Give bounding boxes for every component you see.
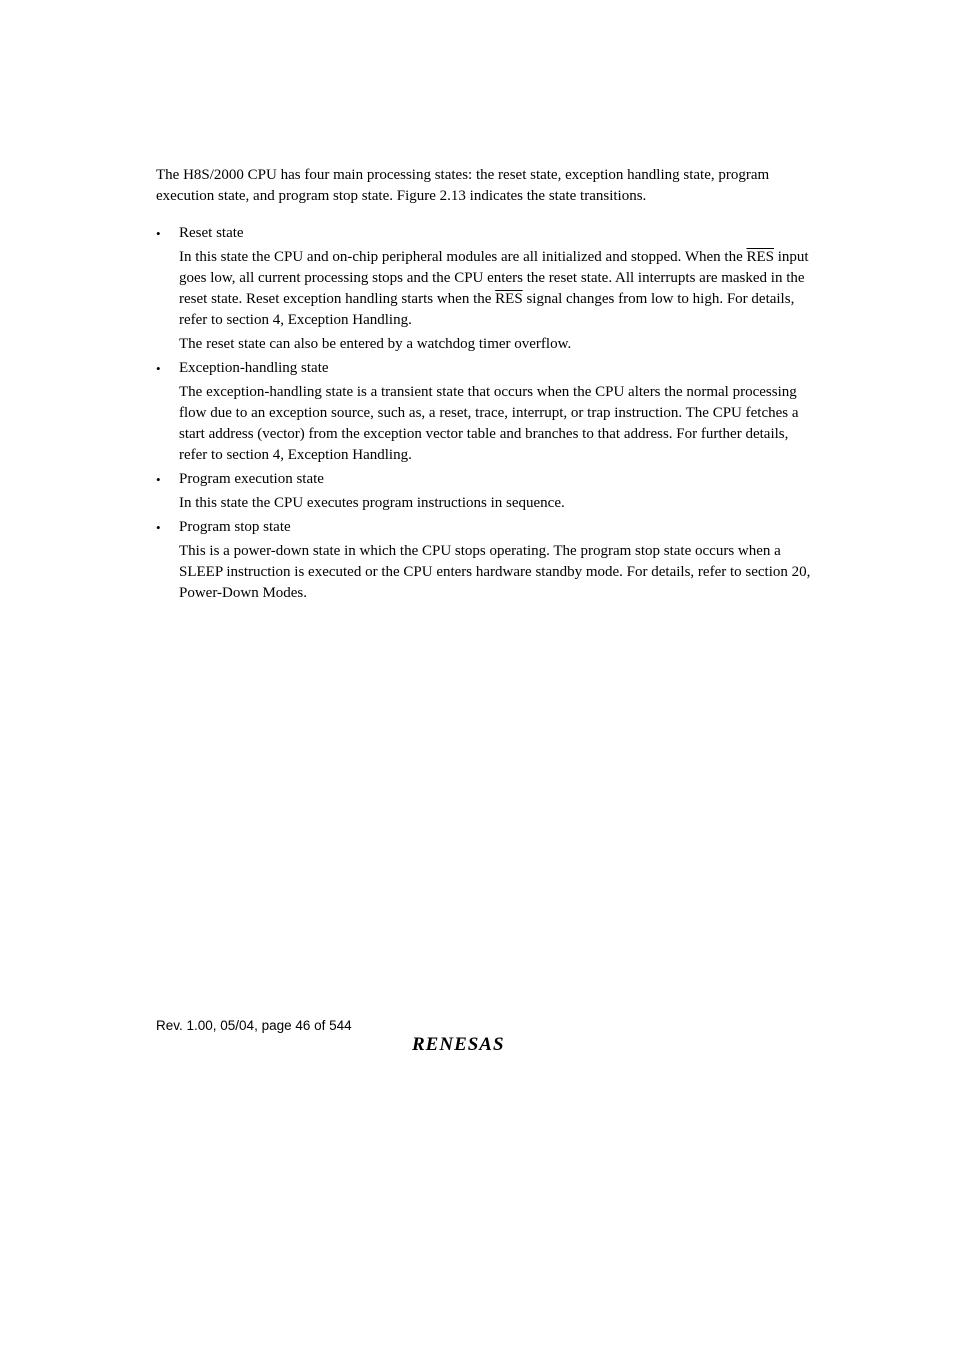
res-signal: $\overline{RES}$ <box>495 291 523 307</box>
list-item-program-execution-state <box>156 469 816 514</box>
item-title: Exception-handling state <box>179 360 329 376</box>
bullet-icon: • <box>156 226 161 241</box>
bullet-icon: • <box>156 520 161 535</box>
item-paragraph: The exception-handling state is a transient state that occurs when the CPU alters the normal processing flow due to an exception source, such as, a reset, trace, interrupt, or trap instruction. The CPU fetches a start address (vector) from the exception vector table and branches to that address. For further details, refer to section 4, Exception Handling. <box>179 384 799 463</box>
item-paragraph: In this state the CPU executes program instructions in sequence. <box>179 495 565 511</box>
renesas-logo: RENESAS <box>412 1034 505 1055</box>
list-item-reset-state <box>156 223 816 355</box>
text-run: input goes low, all current processing stops and the CPU enters the reset state. All interrupts are masked in the reset state. Reset exception handling starts when the <box>179 249 809 307</box>
item-paragraph: This is a power-down state in which the CPU stops operating. The program stop state occurs when a SLEEP instruction is executed or the CPU enters hardware standby mode. For details, refer to section 20, Power-Down Modes. <box>179 543 811 601</box>
page-body <box>156 165 816 607</box>
item-paragraph <box>179 247 816 331</box>
list-item-exception-handling-state <box>156 358 816 466</box>
bullet-icon: • <box>156 361 161 376</box>
text-run: In this state the CPU and on-chip peripheral modules are all initialized and stopped. When the <box>179 249 747 265</box>
processing-states-list <box>156 223 816 604</box>
res-signal: $\overline{RES}$ <box>746 249 775 265</box>
page-footer: Rev. 1.00, 05/04, page 46 of 544 <box>156 1018 352 1033</box>
item-paragraph: The reset state can also be entered by a watchdog timer overflow. <box>179 336 572 352</box>
bullet-icon: • <box>156 472 161 487</box>
item-title: Program execution state <box>179 471 324 487</box>
item-title: Reset state <box>179 225 244 241</box>
intro-paragraph: The H8S/2000 CPU has four main processing states: the reset state, exception handling state, program execution state, and program stop state. Figure 2.13 indicates the state transitions. <box>156 167 770 204</box>
list-item-program-stop-state <box>156 517 816 604</box>
item-title: Program stop state <box>179 519 291 535</box>
text-run: signal changes from low to high. For details, refer to section 4, Exception Handling. <box>179 291 795 328</box>
